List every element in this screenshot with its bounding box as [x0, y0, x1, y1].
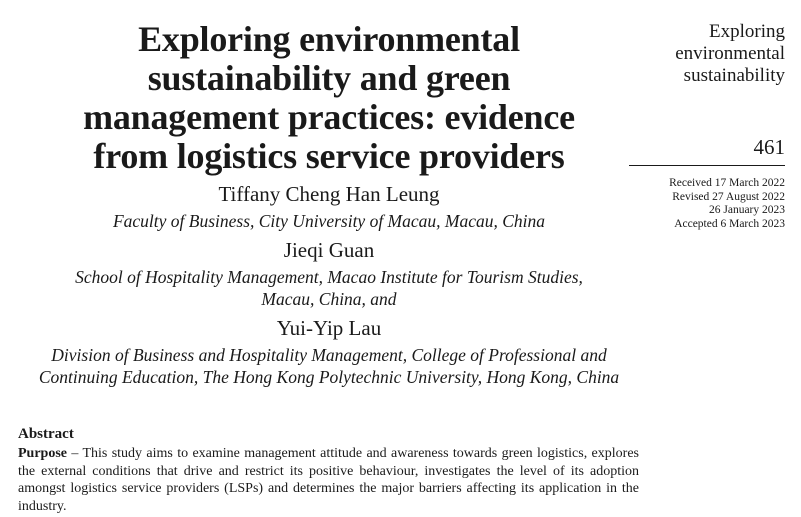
abstract-purpose	[18, 445, 639, 515]
article-title	[16, 20, 642, 176]
title-line: from logistics service providers	[93, 136, 565, 176]
author-affiliation	[16, 210, 642, 232]
affiliation-line: Faculty of Business, City University of Macau, Macau, China	[112, 211, 546, 231]
title-line: Exploring environmental	[138, 19, 520, 59]
running-head	[645, 21, 785, 87]
divider	[629, 165, 785, 166]
affiliation-line: Continuing Education, The Hong Kong Polytechnic University, Hong Kong, China	[38, 367, 620, 387]
abstract-section	[18, 425, 639, 515]
running-head-line: Exploring	[709, 21, 785, 42]
history-line: 26 January 2023	[708, 204, 785, 216]
title-line: sustainability and green	[147, 58, 511, 98]
history-line: Accepted 6 March 2023	[674, 217, 785, 230]
author-name: Jieqi Guan	[283, 238, 375, 262]
author-affiliation	[16, 344, 642, 388]
history-line: Received 17 March 2022	[669, 177, 785, 189]
title-line: management practices: evidence	[83, 97, 575, 137]
affiliation-line: School of Hospitality Management, Macao Institute for Tourism Studies,	[75, 267, 583, 287]
author-name: Yui-Yip Lau	[276, 316, 382, 340]
purpose-label: Purpose	[18, 446, 67, 461]
margin-column	[645, 0, 785, 231]
author-affiliation	[16, 266, 642, 310]
article-header	[16, 0, 642, 388]
history-line: Revised 27 August 2022	[672, 190, 785, 203]
article-history	[645, 177, 785, 231]
affiliation-line: Macau, China, and	[261, 289, 397, 309]
page-number: 461	[753, 135, 785, 159]
affiliation-line: Division of Business and Hospitality Management, College of Professional and	[51, 345, 607, 365]
abstract-heading: Abstract	[18, 426, 74, 442]
purpose-text: – This study aims to examine management attitude and awareness towards green logistics, explores the external conditions that drive and restrict its positive behaviour, investigates the level of its adoption amongst logistics service providers (LSPs) and determines the major barriers affecting its application in the industry.	[18, 446, 639, 514]
running-head-line: sustainability	[683, 65, 785, 86]
author-name: Tiffany Cheng Han Leung	[218, 182, 440, 206]
running-head-line: environmental	[675, 43, 785, 64]
